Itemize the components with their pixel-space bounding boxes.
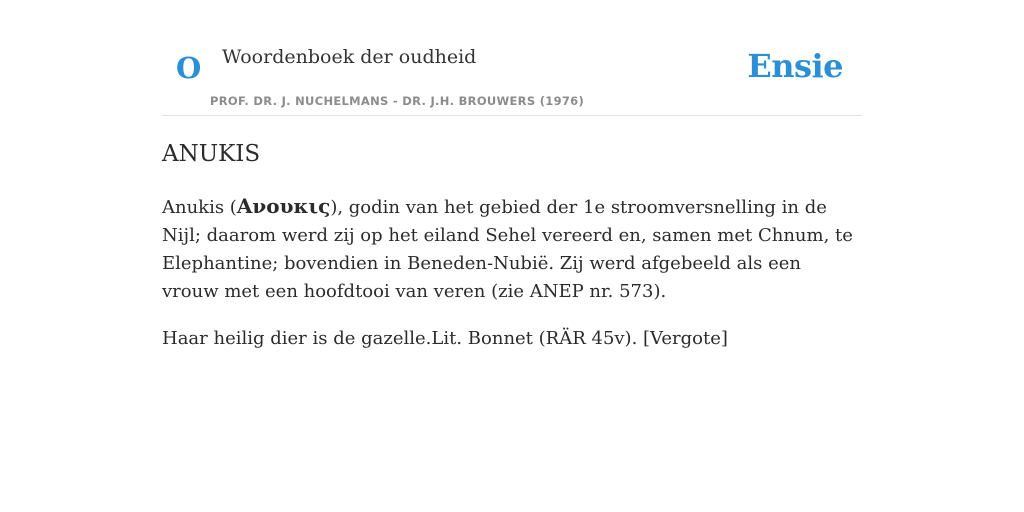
ensie-logo-link[interactable]: Ensie [747,47,843,85]
entry-paragraph-2: Haar heilig dier is de gazelle.Lit. Bonnet (RÄR 45v). [Vergote] [162,328,728,349]
section-letter[interactable]: O [176,51,202,85]
entry-paragraph-1 [162,192,862,306]
book-header [162,36,862,116]
entry-title: ANUKIS [162,141,261,167]
entry-text-after-greek: ), godin van het gebied der 1e stroomversnelling in de Nijl; daarom werd zij op het eiland Sehel vereerd en, samen met Chnum, te Elephantine; bovendien in Beneden-Nubië. Zij werd afgebeeld als een vrouw met een hoofdtooi van veren (zie ANEP nr. 573). [162,197,853,302]
greek-term: Ανουκις [236,194,331,218]
entry-text-before-greek: Anukis ( [162,197,237,218]
entry-body [162,192,862,372]
book-authors: PROF. DR. J. NUCHELMANS - DR. J.H. BROUWERS (1976) [210,94,585,108]
book-title[interactable]: Woordenboek der oudheid [222,46,477,68]
